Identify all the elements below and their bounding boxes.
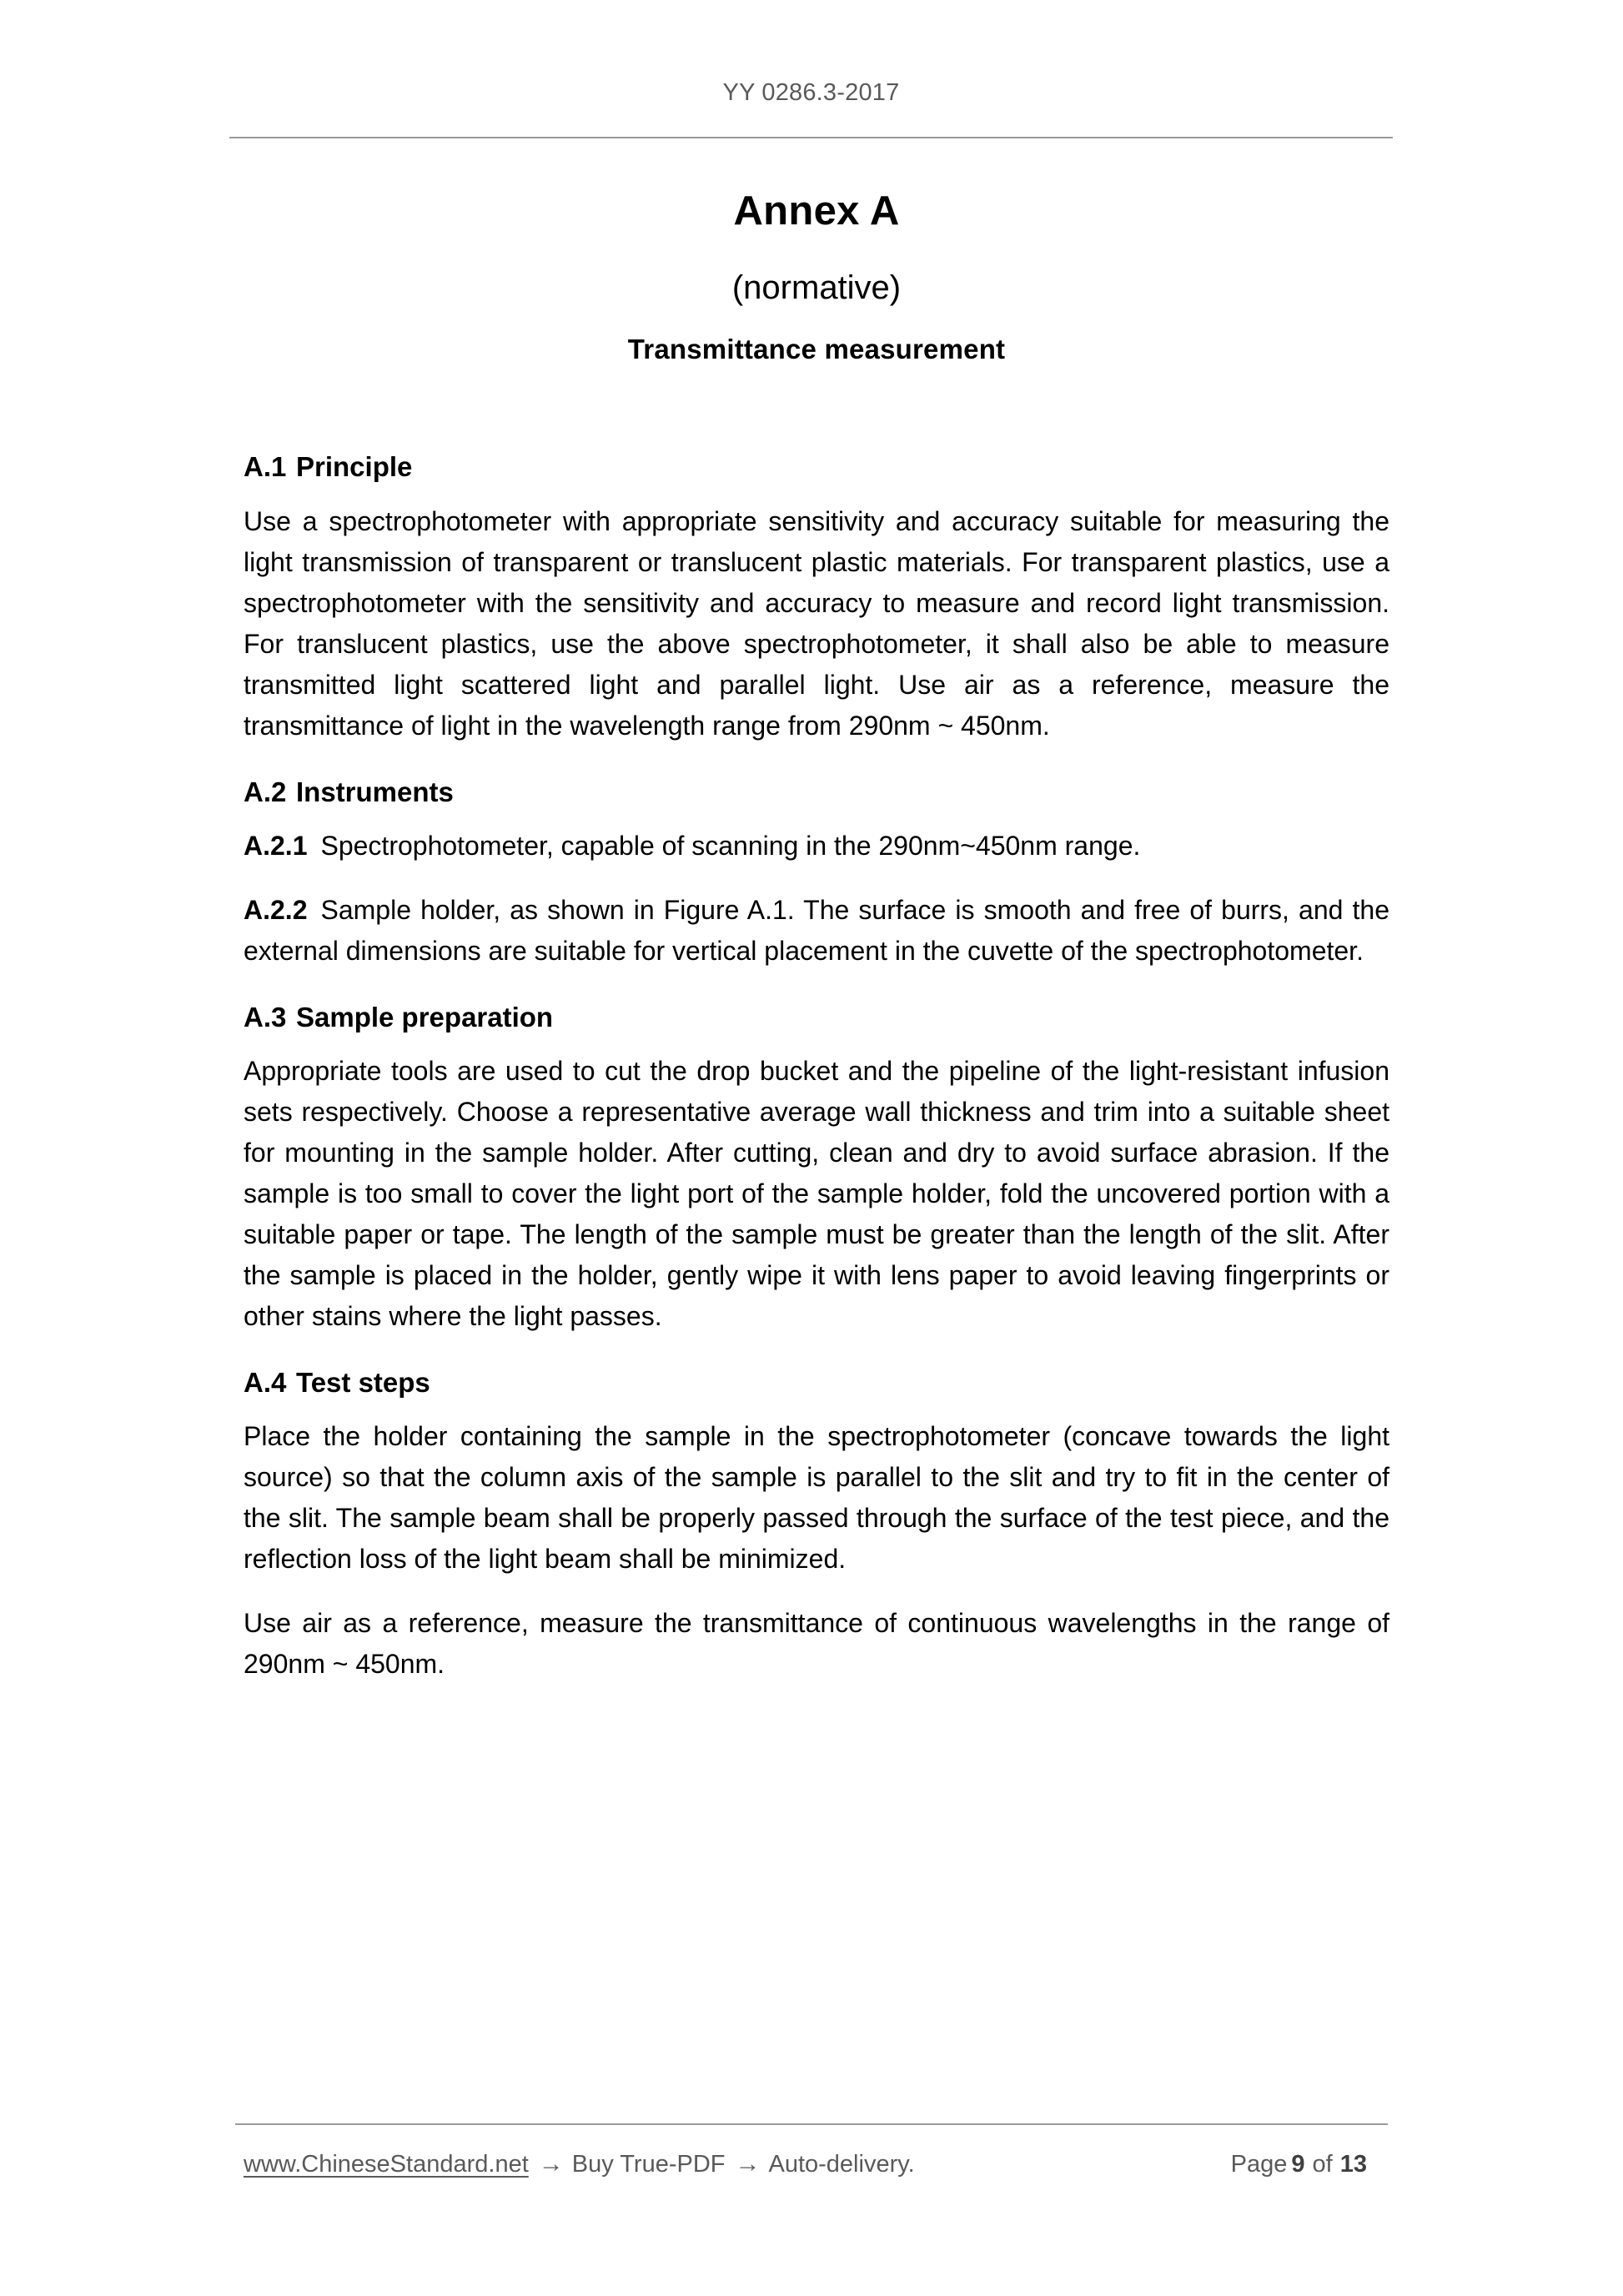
- subclause-a22: [244, 890, 1389, 972]
- clause-a4-paragraph: Place the holder containing the sample in the spectrophotometer (concave towards the light source) so that the column axis of the sample is parallel to the slit and try to fit in the center of the slit. The sample beam shall be properly passed through the surface of the test piece, and the reflection loss of the light beam shall be minimized.: [244, 1421, 1389, 1575]
- standard-number: YY 0286.3-2017: [722, 79, 900, 106]
- clause-heading-a4: [244, 1365, 1389, 1399]
- arrow-right-icon: →: [538, 2150, 564, 2178]
- page-indicator: [1231, 2151, 1389, 2178]
- clause-heading-a1: [244, 450, 1389, 484]
- of-word: of: [1312, 2151, 1333, 2178]
- annex-title: Annex A: [733, 188, 900, 234]
- clause-number-a2: A.2: [244, 776, 287, 807]
- clause-a3-paragraph: Appropriate tools are used to cut the drop bucket and the pipeline of the light-resistant infusion sets respectively. Choose a representative average wall thickness and trim into a suitable sheet for mounting in the sample holder. After cutting, clean and dry to avoid surface abrasion. If the sample is too small to cover the light port of the sample holder, fold the uncovered portion with a suitable paper or tape. The length of the sample must be greater than the length of the slit. After the sample is placed in the holder, gently wipe it with lens paper to avoid leaving fingerprints or other stains where the light passes.: [244, 1056, 1389, 1332]
- auto-delivery-label: Auto-delivery.: [768, 2151, 915, 2178]
- clause-number-a3: A.3: [244, 1001, 287, 1032]
- clause-heading-a2: [244, 775, 1389, 809]
- header-divider: [229, 137, 1393, 138]
- buy-true-pdf-label: Buy True-PDF: [571, 2151, 726, 2178]
- website-link[interactable]: www.ChineseStandard.net: [244, 2151, 529, 2178]
- clause-number-a1: A.1: [244, 451, 287, 483]
- total-page-count: 13: [1339, 2151, 1367, 2178]
- clause-number-a4: A.4: [244, 1367, 287, 1399]
- subclause-label-a21: A.2.1: [244, 830, 308, 861]
- subclause-a21: [244, 826, 1389, 867]
- clause-title-a3: Sample preparation: [296, 1001, 554, 1032]
- clause-a4-paragraph-2: Use air as a reference, measure the transmittance of continuous wavelengths in the range of 290nm ~ 450nm.: [244, 1608, 1389, 1680]
- current-page-number: 9: [1291, 2151, 1305, 2178]
- page-content: [244, 175, 1389, 1685]
- subclause-text-a21: Spectrophotometer, capable of scanning in the 290nm~450nm range.: [320, 830, 1141, 861]
- annex-subtitle: Transmittance measurement: [627, 333, 1006, 364]
- subclause-label-a22: A.2.2: [244, 894, 308, 925]
- clause-heading-a3: [244, 1000, 1389, 1034]
- running-header: [229, 80, 1393, 107]
- clause-title-a2: Instruments: [296, 776, 454, 807]
- footer-divider: [235, 2123, 1388, 2125]
- running-footer: [244, 2150, 1389, 2179]
- footer-promo: [244, 2150, 915, 2179]
- arrow-right-icon-2: →: [735, 2150, 761, 2178]
- annex-kind: (normative): [731, 269, 902, 306]
- page-word: Page: [1230, 2151, 1288, 2178]
- clause-a1-paragraph: Use a spectrophotometer with appropriate sensitivity and accuracy suitable for measuring the light transmission of transparent or translucent plastic materials. For transparent plastics, use a spectrophotometer with the sensitivity and accuracy to measure and record light transmission. For translucent plastics, use the above spectrophotometer, it shall also be able to measure transmitted light scattered light and parallel light. Use air as a reference, measure the transmittance of light in the wavelength range from 290nm ~ 450nm.: [244, 505, 1389, 741]
- clause-title-a1: Principle: [296, 451, 413, 483]
- clause-title-a4: Test steps: [296, 1367, 430, 1399]
- subclause-text-a22: Sample holder, as shown in Figure A.1. The surface is smooth and free of burrs, and the external dimensions are suitable for vertical placement in the cuvette of the spectrophotometer.: [244, 894, 1389, 966]
